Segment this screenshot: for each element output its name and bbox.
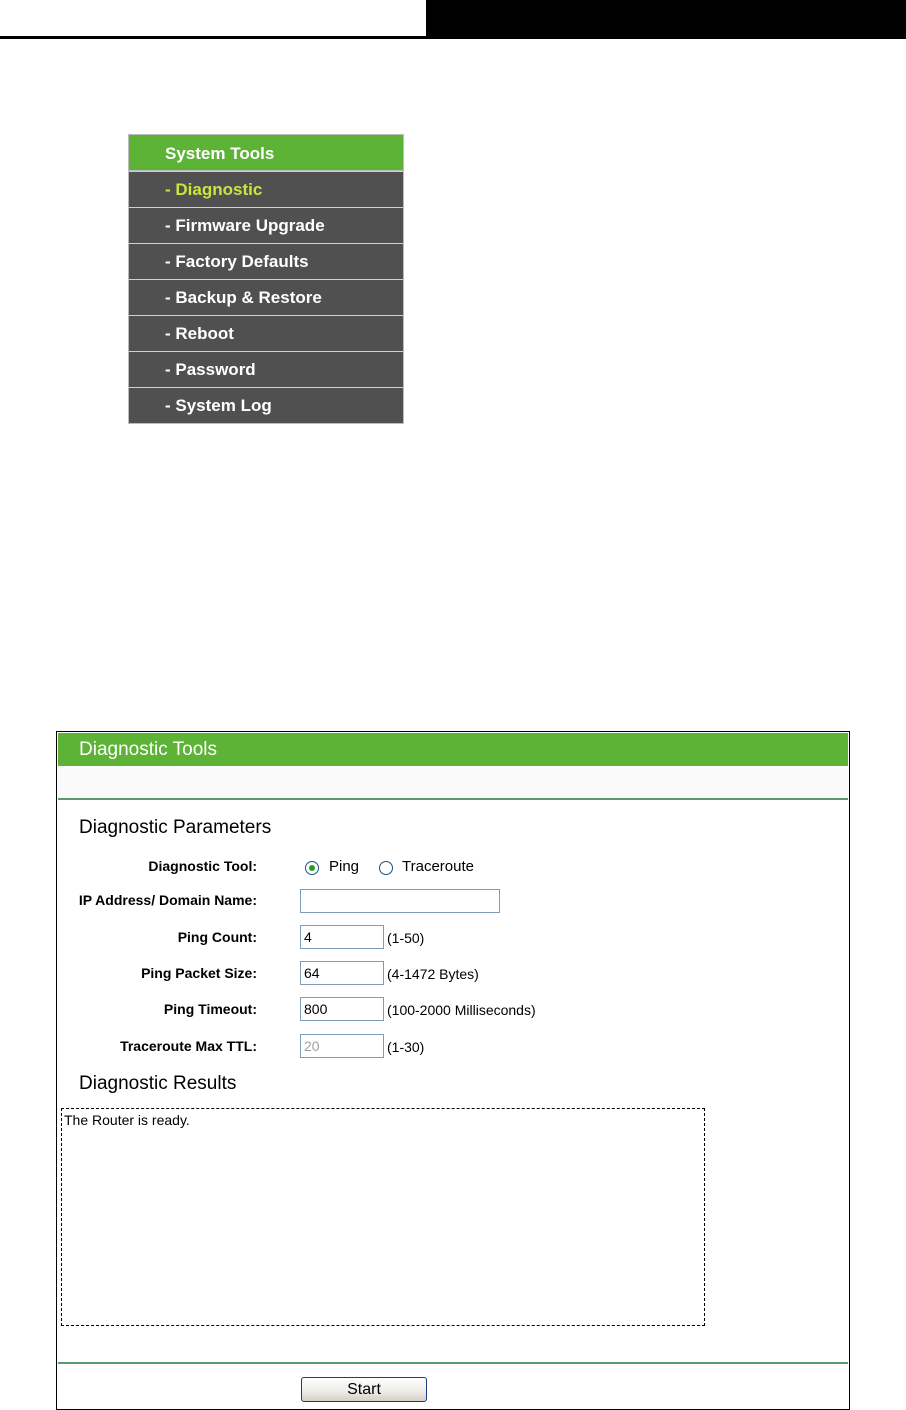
diagnostic-results-box: The Router is ready. [61, 1108, 705, 1326]
ping-timeout-label: Ping Timeout: [163, 1001, 257, 1017]
page-header-right [426, 0, 906, 39]
page-header-left [0, 0, 426, 39]
ip-address-input[interactable] [300, 889, 500, 913]
ping-count-hint: (1-50) [387, 930, 425, 946]
traceroute-max-ttl-hint: (1-30) [387, 1039, 425, 1055]
diagnostic-tool-label: Diagnostic Tool: [148, 858, 257, 874]
ip-address-label: IP Address/ Domain Name: [78, 892, 257, 908]
ping-timeout-hint: (100-2000 Milliseconds) [387, 1002, 536, 1018]
menu-item-reboot[interactable]: - Reboot [129, 316, 403, 351]
menu-item-factory-defaults[interactable]: - Factory Defaults [129, 244, 403, 279]
ping-timeout-input[interactable] [300, 997, 384, 1021]
menu-item-backup-restore[interactable]: - Backup & Restore [129, 280, 403, 315]
menu-item-system-log[interactable]: - System Log [129, 388, 403, 423]
diagnostic-tools-panel [56, 731, 850, 1410]
menu-item-firmware-upgrade[interactable]: - Firmware Upgrade [129, 208, 403, 243]
parameters-title: Diagnostic Parameters [79, 817, 272, 838]
ping-radio[interactable] [305, 861, 319, 875]
panel-header-band [58, 766, 848, 800]
traceroute-max-ttl-label: Traceroute Max TTL: [120, 1038, 257, 1054]
ping-packet-size-label: Ping Packet Size: [141, 965, 257, 981]
ping-count-input[interactable] [300, 925, 384, 949]
traceroute-radio[interactable] [379, 861, 393, 875]
panel-title: Diagnostic Tools [58, 733, 848, 766]
start-button[interactable]: Start [301, 1377, 427, 1402]
traceroute-max-ttl-input [300, 1034, 384, 1058]
traceroute-radio-label[interactable]: Traceroute [402, 858, 474, 875]
radio-selected-dot [309, 865, 315, 871]
ping-packet-size-hint: (4-1472 Bytes) [387, 966, 479, 982]
footer-divider [58, 1362, 848, 1364]
ping-count-label: Ping Count: [177, 929, 257, 945]
system-tools-menu [128, 134, 404, 424]
results-title: Diagnostic Results [79, 1073, 237, 1094]
menu-item-diagnostic[interactable]: - Diagnostic [129, 172, 403, 207]
ping-packet-size-input[interactable] [300, 961, 384, 985]
ping-radio-label[interactable]: Ping [329, 858, 360, 875]
menu-item-password[interactable]: - Password [129, 352, 403, 387]
menu-header: System Tools [129, 135, 403, 171]
